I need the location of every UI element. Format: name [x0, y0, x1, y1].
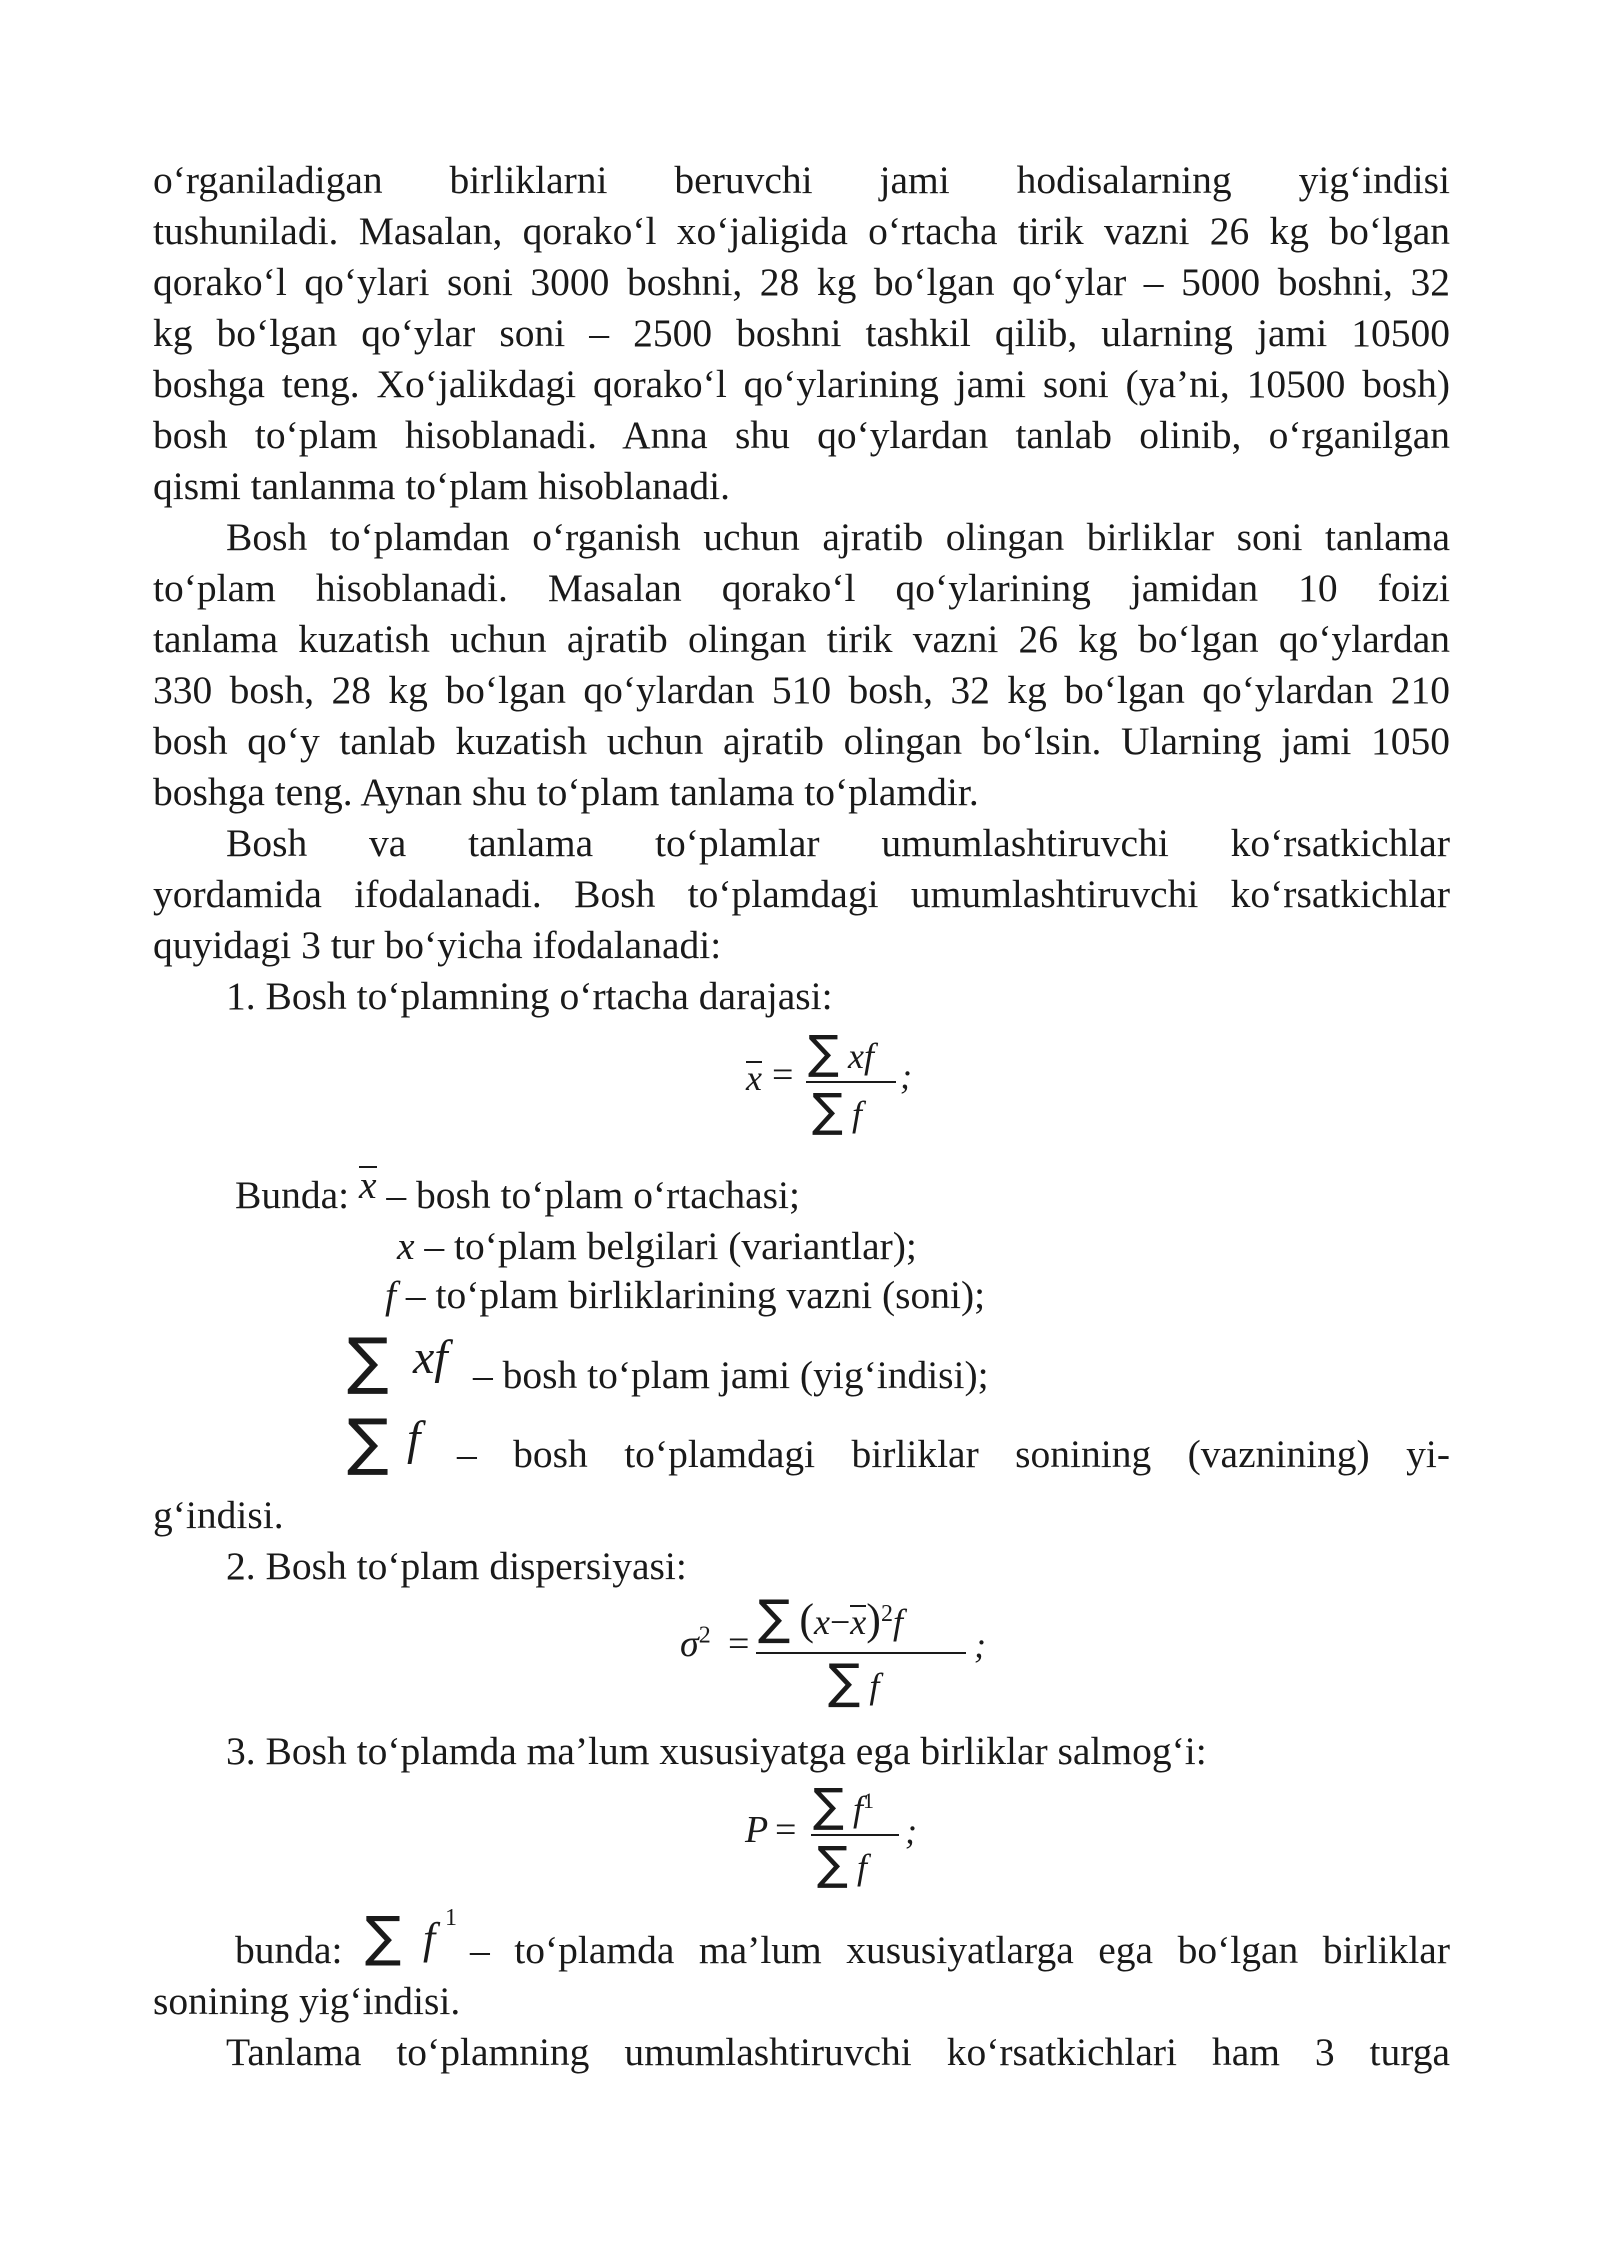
formula-share-equals: = [775, 1809, 797, 1851]
list-item-3: 3. Bosh to‘plamda ma’lum xususiyatga ega birliklar salmog‘i: [226, 1729, 1207, 1773]
formula-share-num-var: f [853, 1789, 864, 1829]
text-line: qorako‘l qo‘ylari soni 3000 boshni, 28 kg bo‘lgan qo‘ylar – 5000 boshni, 32 [153, 260, 1450, 304]
legend-xbar-symbol: x [358, 1163, 377, 1207]
legend-f-symbol: f [385, 1273, 396, 1317]
text-line: Bosh va tanlama to‘plamlar umumlashtiruvchi ko‘rsatkichlar [226, 821, 1450, 865]
legend-sum-xf-sigma: ∑ [347, 1324, 389, 1397]
text-line: boshga teng. Xo‘jalikdagi qorako‘l qo‘ylarining jami soni (ya’ni, 10500 bosh) [153, 362, 1450, 406]
formula-share-den-var: f [857, 1847, 868, 1887]
formula-variance-close: ) [866, 1595, 881, 1644]
formula-variance [680, 1590, 1010, 1715]
formula-variance-num-sigma: ∑ [758, 1590, 791, 1646]
text-line: tanlama kuzatish uchun ajratib olingan tirik vazni 26 kg bo‘lgan qo‘ylardan [153, 617, 1450, 661]
legend-sum-f1-symbol: f [423, 1914, 436, 1963]
legend-x-symbol: x [397, 1224, 415, 1268]
text-line: yordamida ifodalanadi. Bosh to‘plamdagi umumlashtiruvchi ko‘rsatkichlar [153, 872, 1450, 916]
formula-variance-lhs-sup: 2 [698, 1622, 711, 1649]
text-line: g‘indisi. [153, 1493, 284, 1537]
text-line: sonining yig‘indisi. [153, 1979, 461, 2023]
formula-mean-lhs: x [746, 1058, 762, 1098]
formula-variance-equals: = [728, 1623, 750, 1665]
text-line: bosh to‘plam hisoblanadi. Anna shu qo‘ylardan tanlab olinib, o‘rganilgan [153, 413, 1450, 457]
text-line: bosh qo‘y tanlab kuzatish uchun ajratib olingan bo‘lsin. Ularning jami 1050 [153, 719, 1450, 763]
formula-variance-xbar: x [850, 1602, 867, 1642]
text-line: kg bo‘lgan qo‘ylar soni – 2500 boshni tashkil qilib, ularning jami 10500 [153, 311, 1450, 355]
formula-variance-x: x [814, 1602, 830, 1642]
legend-sum-f1-text: – to‘plamda ma’lum xususiyatlarga ega bo‘lgan birliklar [470, 1928, 1450, 1972]
text-line: tushuniladi. Masalan, qorako‘l xo‘jaligida o‘rtacha tirik vazni 26 kg bo‘lgan [153, 209, 1450, 253]
list-item-2: 2. Bosh to‘plam dispersiyasi: [226, 1544, 687, 1588]
formula-mean-den-sigma: ∑ [812, 1083, 843, 1137]
legend-sum-f1-sigma: ∑ [365, 1905, 402, 1968]
legend-x [397, 1221, 917, 1272]
legend-f [385, 1270, 985, 1321]
formula-variance-f: f [892, 1602, 903, 1642]
formula-variance-minus: − [829, 1602, 851, 1642]
text-line: Tanlama to‘plamning umumlashtiruvchi ko‘rsatkichlari ham 3 turga [226, 2030, 1450, 2074]
formula-variance-num-sup: 2 [880, 1601, 893, 1627]
legend-xbar [235, 1163, 800, 1221]
legend-sum-f-text: – bosh to‘plamdagi birliklar sonining (vaznining) yi- [457, 1432, 1450, 1476]
legend-bunda2-label: bunda: [235, 1928, 343, 1972]
legend-bunda-label: Bunda: [235, 1173, 350, 1217]
formula-share-num-sup: 1 [863, 1788, 875, 1813]
text-line: 330 bosh, 28 kg bo‘lgan qo‘ylardan 510 bosh, 32 kg bo‘lgan qo‘ylardan 210 [153, 668, 1450, 712]
formula-share-num-sigma: ∑ [813, 1778, 844, 1832]
formula-share-den-sigma: ∑ [817, 1836, 848, 1890]
formula-share-end: ; [905, 1811, 917, 1851]
legend-sum-xf-symbol: xf [413, 1331, 448, 1384]
formula-variance-end: ; [974, 1625, 986, 1665]
legend-xbar-text: – bosh to‘plam o‘rtachasi; [386, 1173, 800, 1217]
legend-sum-f-sigma: ∑ [347, 1405, 389, 1478]
formula-share [745, 1778, 945, 1898]
legend-sum-f-symbol: f [407, 1412, 421, 1465]
legend-sum-f1 [235, 1905, 1450, 1975]
formula-variance-lhs: σ [680, 1623, 699, 1665]
text-line: o‘rganiladigan birliklarni beruvchi jami hodisalarning yig‘indisi [153, 158, 1450, 202]
text-line: Bosh to‘plamdan o‘rganish uchun ajratib olingan birliklar soni tanlama [226, 515, 1450, 559]
formula-variance-open: ( [799, 1595, 814, 1644]
formula-variance-den-sigma: ∑ [828, 1654, 861, 1710]
legend-sum-f [347, 1405, 1450, 1478]
text-line: boshga teng. Aynan shu to‘plam tanlama to‘plamdir. [153, 770, 979, 814]
legend-x-text: – to‘plam belgilari (variantlar); [424, 1224, 917, 1268]
text-line: qismi tanlanma to‘plam hisoblanadi. [153, 464, 731, 508]
text-line: quyidagi 3 tur bo‘yicha ifodalanadi: [153, 923, 722, 967]
legend-f-text: – to‘plam birliklarining vazni (soni); [405, 1273, 986, 1317]
formula-mean-end: ; [900, 1056, 912, 1096]
legend-sum-f1-sup: 1 [445, 1905, 457, 1931]
formula-mean-num-var: xf [848, 1036, 874, 1076]
formula-mean-num-sigma: ∑ [808, 1025, 839, 1079]
legend-sum-xf-text: – bosh to‘plam jami (yig‘indisi); [473, 1353, 989, 1397]
formula-mean-equals: = [772, 1054, 794, 1096]
formula-share-lhs: P [745, 1809, 769, 1851]
formula-mean [740, 1025, 940, 1145]
formula-mean-den-var: f [852, 1094, 863, 1134]
formula-variance-den-var: f [869, 1666, 880, 1706]
text-line: to‘plam hisoblanadi. Masalan qorako‘l qo‘ylarining jamidan 10 foizi [153, 566, 1450, 610]
list-item-1: 1. Bosh to‘plamning o‘rtacha darajasi: [226, 974, 833, 1018]
